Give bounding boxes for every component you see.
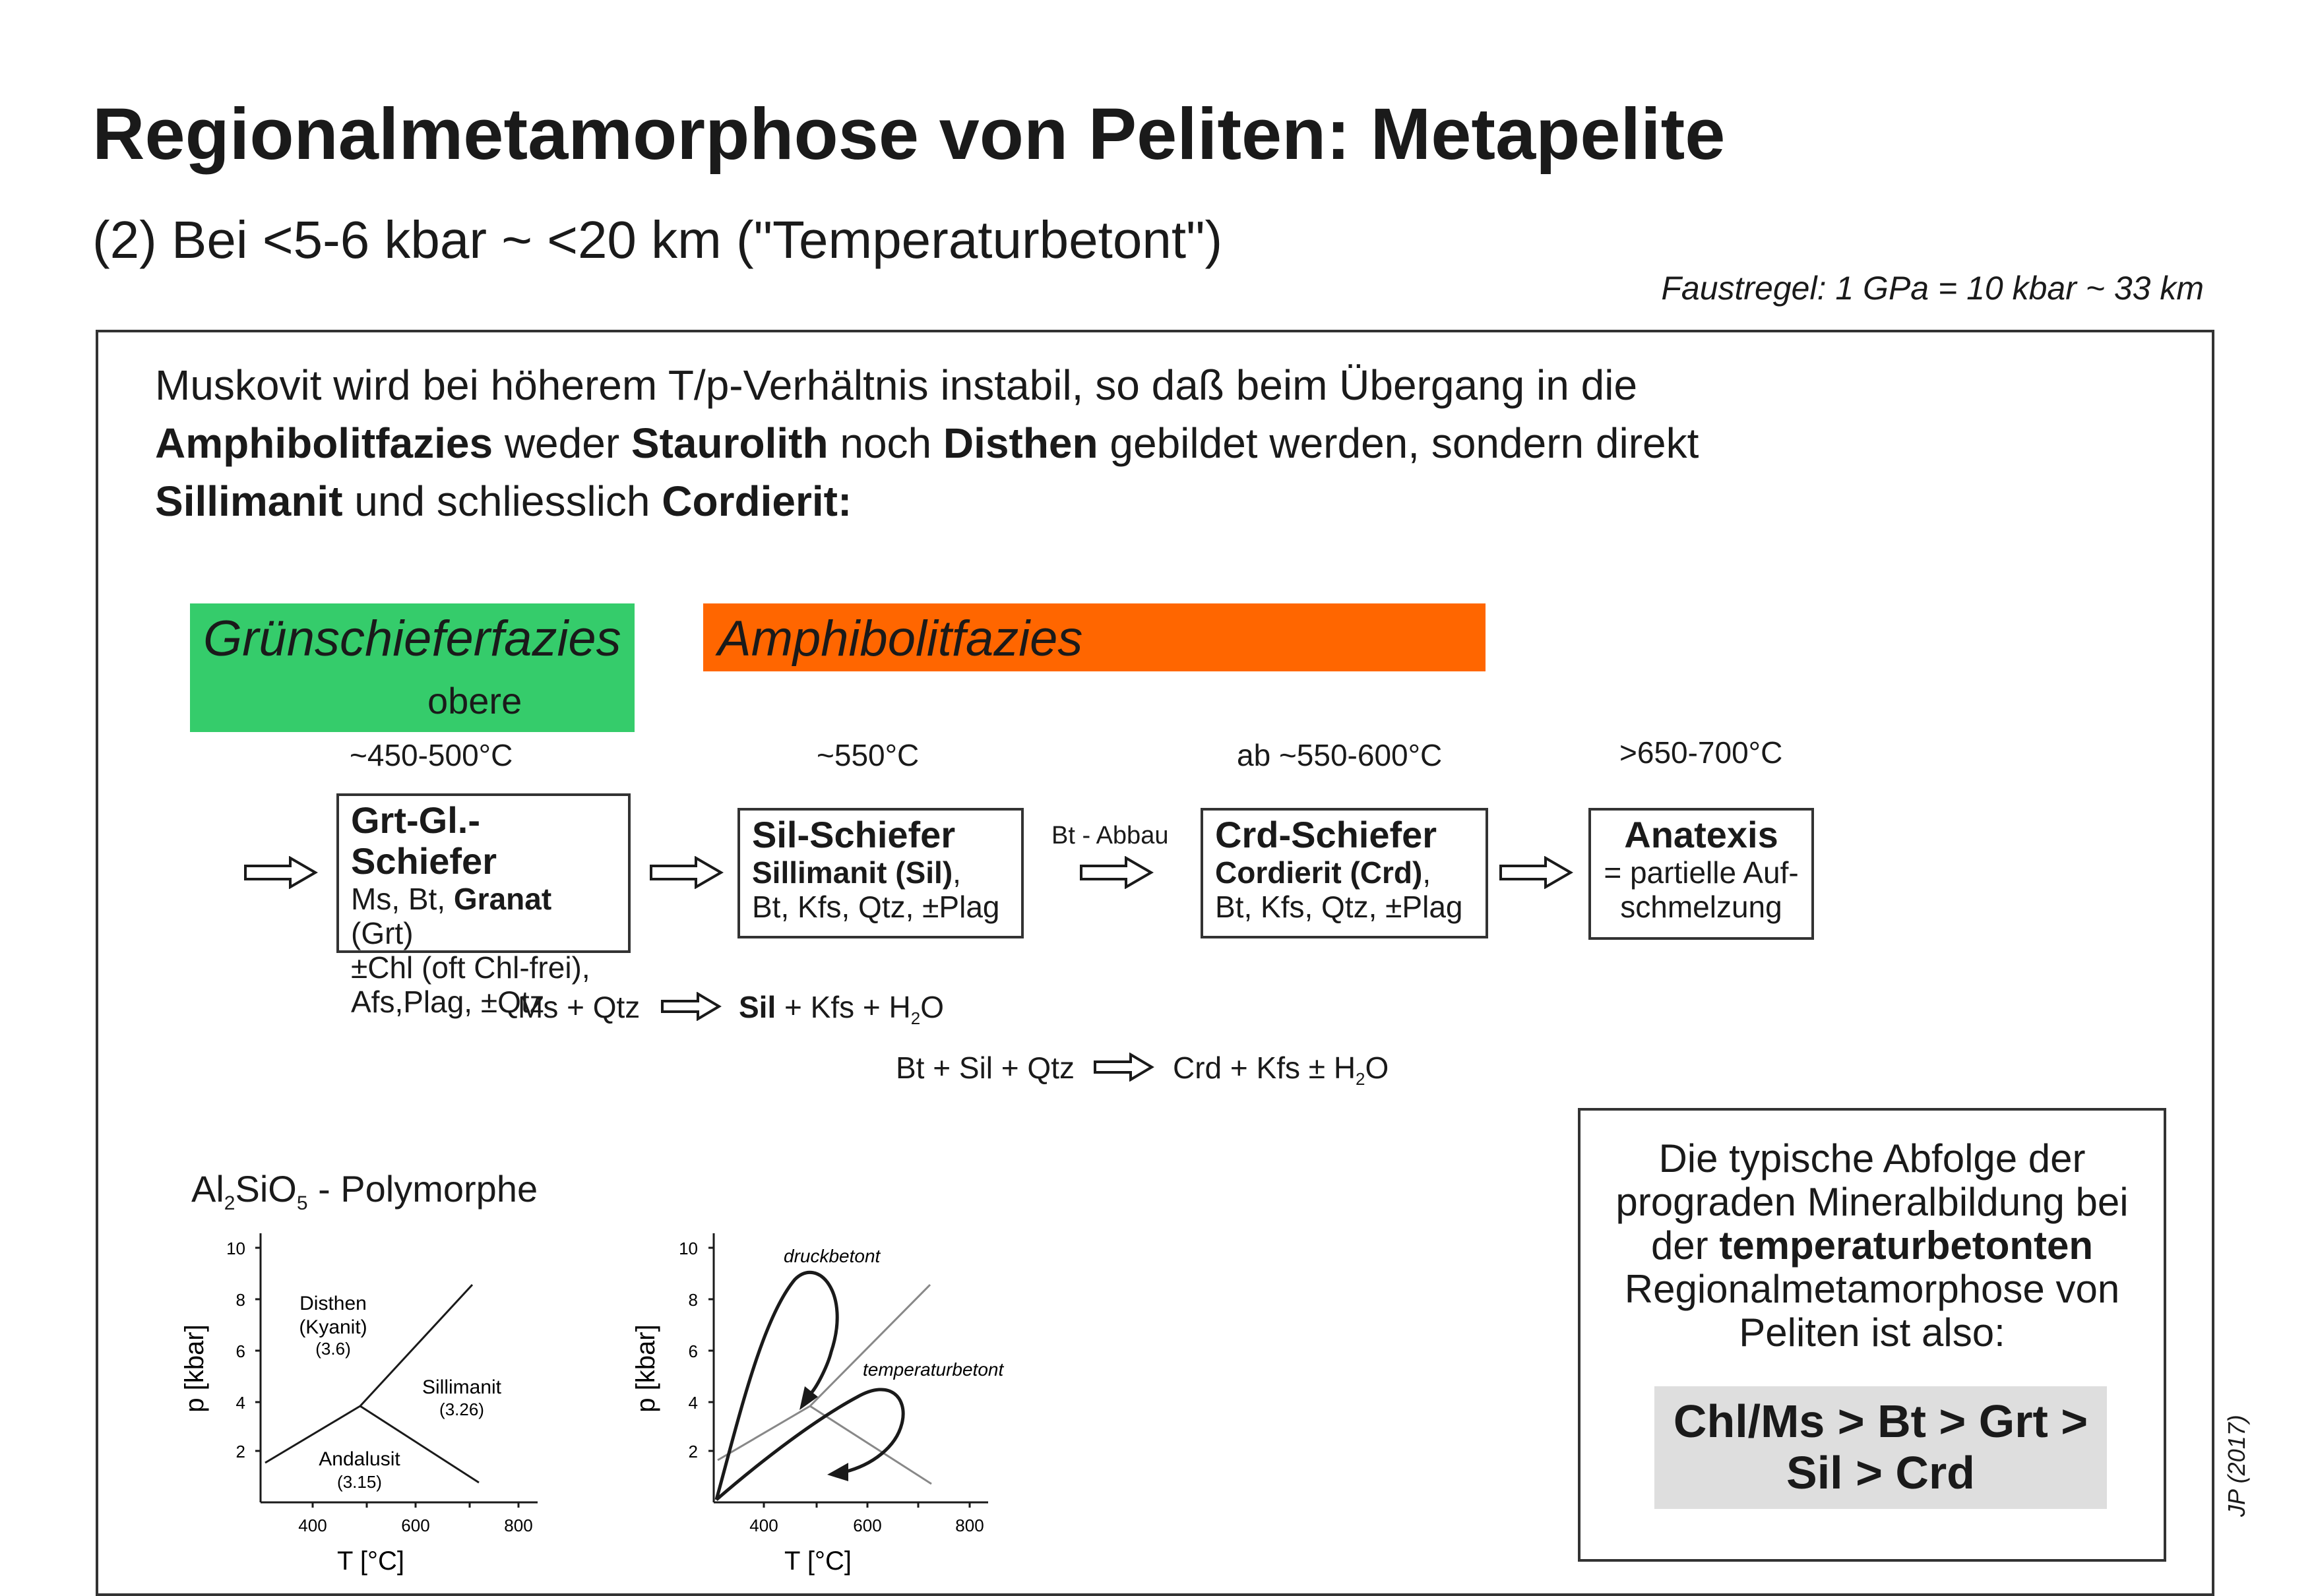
field-disthen-density: (3.6) [315,1339,351,1359]
mineral-sequence [1654,1386,2107,1509]
al-title-part: SiO [235,1168,297,1210]
box-text: = partielle Auf- [1604,855,1799,890]
box-title: Grt-Gl.-Schiefer [351,799,497,882]
al2sio5-title [191,1167,538,1215]
box-title: Crd-Schiefer [1215,814,1437,855]
summary-line: Die typische Abfolge der [1658,1136,2086,1181]
y-tick-label: 8 [235,1290,245,1310]
y-tick-label: 6 [688,1341,698,1361]
x-tick-label: 800 [955,1516,984,1535]
intro-amphibolitfazies: Amphibolitfazies [155,419,493,467]
box-text: Afs,Plag, ±Qtz [351,985,545,1019]
y-tick-label: 4 [235,1393,245,1413]
reaction-sil: Sil [739,990,776,1024]
y-tick-label: 6 [235,1341,245,1361]
summary-line: Regionalmetamorphose von [1624,1267,2120,1311]
reaction-sub: 2 [910,1008,921,1029]
al-title-sub: 5 [296,1192,308,1215]
reaction-sub: 2 [1356,1069,1365,1090]
intro-text [155,356,2068,530]
path-druckbetont [716,1272,837,1500]
temp-label-4: >650-700°C [1619,735,1783,770]
reaction-2-left: Bt + Sil + Qtz [896,1051,1075,1085]
flow-arrow-icon [1080,856,1154,889]
flow-arrow-icon [1499,856,1573,889]
y-tick-label: 10 [226,1239,245,1258]
field-sillimanit-density: (3.26) [439,1399,484,1419]
intro-text-part: noch [828,419,943,467]
intro-staurolith: Staurolith [631,419,829,467]
summary-temperaturbetonten: temperaturbetonten [1719,1223,2094,1268]
box-title: Sil-Schiefer [752,814,956,855]
reaction-arrow-icon [1094,1053,1154,1082]
facies-greenschist-sub: obere [427,680,522,721]
y-axis-label: p [kbar] [631,1324,660,1413]
summary-line: der [1650,1223,1720,1268]
box-title: Anatexis [1624,814,1778,855]
box-text: schmelzung [1620,890,1782,924]
box-text-bold: Granat [453,882,552,916]
y-tick-label: 8 [688,1290,698,1310]
field-disthen: Disthen [299,1293,367,1314]
x-axis-label: T [°C] [337,1547,404,1576]
label-temperaturbetont: temperaturbetont [863,1359,1004,1380]
summary-box [1578,1108,2166,1562]
al-title-part: Al [191,1168,224,1210]
intro-disthen: Disthen [943,419,1098,467]
box-text: , [1422,855,1431,890]
temp-label-1: ~450-500°C [350,738,513,772]
field-kyanit: (Kyanit) [299,1316,367,1338]
path-arrowhead-icon [827,1463,848,1481]
x-tick-label: 600 [853,1516,882,1535]
reaction-text: Crd + Kfs ± H [1173,1051,1356,1085]
box-text: ±Chl (oft Chl-frei), [351,950,590,985]
box-text: Ms, Bt, [351,882,454,916]
y-tick-label: 10 [679,1239,698,1258]
facies-amphibolite [703,603,1486,671]
reaction-1-left: Ms + Qtz [518,990,641,1024]
box-text: (Grt) [351,916,414,950]
field-andalusit-density: (3.15) [337,1472,382,1492]
box-sil-schiefer [737,808,1024,938]
y-tick-label: 2 [235,1442,245,1461]
reaction-arrow-icon [661,992,722,1021]
al-title-sub: 2 [224,1192,235,1215]
intro-line-1: Muskovit wird bei höherem T/p-Verhältnis instabil, so daß beim Übergang in die [155,361,1638,409]
box-text-bold: Cordierit (Crd) [1215,855,1423,890]
temp-label-3: ab ~550-600°C [1237,738,1443,772]
box-text: Bt, Kfs, Qtz, ±Plag [1215,890,1463,924]
box-text: Bt, Kfs, Qtz, ±Plag [752,890,1000,924]
credit-label: JP (2017) [2223,1415,2250,1517]
facies-greenschist [190,603,635,732]
al2sio5-phase-diagram [172,1220,554,1583]
reaction-text: O [920,990,945,1024]
sequence-line-2: Sil > Crd [1786,1447,1975,1498]
box-crd-schiefer [1201,808,1488,938]
intro-sillimanit: Sillimanit [155,477,343,525]
page-subtitle: (2) Bei <5-6 kbar ~ <20 km ("Temperaturbetont") [92,210,1223,269]
reaction-text: O [1365,1051,1389,1085]
facies-greenschist-label: Grünschieferfazies [203,611,621,667]
summary-line: Peliten ist also: [1739,1310,2005,1355]
summary-line: prograden Mineralbildung bei [1615,1180,2129,1224]
sequence-line-1: Chl/Ms > Bt > Grt > [1673,1396,2088,1447]
reaction-2-right [1173,1050,1389,1090]
intro-cordierit: Cordierit: [662,477,852,525]
page-title: Regionalmetamorphose von Peliten: Metapelite [92,94,1726,175]
x-tick-label: 600 [401,1516,430,1535]
field-andalusit: Andalusit [319,1448,400,1470]
y-tick-label: 4 [688,1393,698,1413]
al-title-part: - Polymorphe [307,1168,538,1210]
flow-arrow-icon [244,856,318,889]
x-tick-label: 400 [749,1516,778,1535]
box-anatexis [1588,808,1814,940]
x-axis-label: T [°C] [784,1547,852,1576]
box-text: , [953,855,961,890]
reaction-1-right [739,989,944,1029]
intro-text-part: und schliesslich [342,477,662,525]
bt-abbau-label: Bt - Abbau [1051,822,1169,849]
temp-label-2: ~550°C [817,738,920,772]
field-sillimanit: Sillimanit [422,1376,502,1398]
label-druckbetont: druckbetont [784,1246,881,1266]
box-text-bold: Sillimanit (Sil) [752,855,953,890]
summary-text [1581,1137,2164,1355]
reaction-text: + Kfs + H [776,990,911,1024]
flow-arrow-icon [650,856,724,889]
y-tick-label: 2 [688,1442,698,1461]
intro-text-part: weder [493,419,631,467]
x-tick-label: 400 [298,1516,327,1535]
facies-amphibolite-label: Amphibolitfazies [718,611,1083,667]
intro-text-part: gebildet werden, sondern direkt [1098,419,1699,467]
y-axis-label: p [kbar] [180,1324,209,1413]
pt-path-diagram [620,1220,1042,1583]
rule-of-thumb: Faustregel: 1 GPa = 10 kbar ~ 33 km [1661,270,2204,307]
x-tick-label: 800 [504,1516,533,1535]
